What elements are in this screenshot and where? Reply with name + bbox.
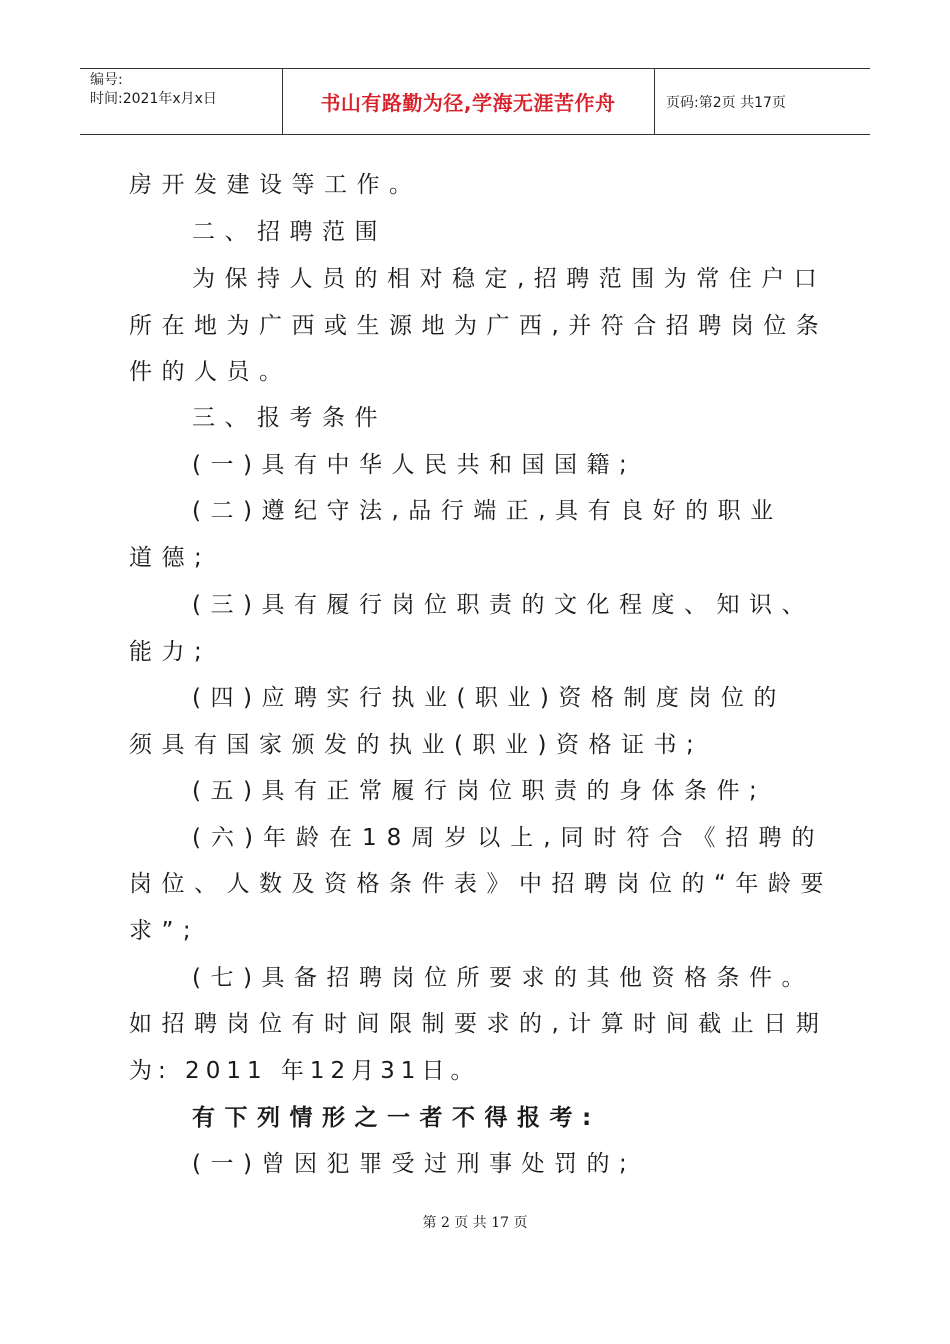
body-line: (三)具有履行岗位职责的文化程度、知识、 xyxy=(192,592,814,618)
body-line: (五)具有正常履行岗位职责的身体条件; xyxy=(192,778,767,804)
body-line: (六)年龄在18周岁以上,同时符合《招聘的 xyxy=(192,825,825,851)
section-heading: 三、报考条件 xyxy=(192,405,387,431)
document-time-label: 时间:2021年x月x日 xyxy=(90,91,217,107)
body-line: (四)应聘实行执业(职业)资格制度岗位的 xyxy=(192,685,786,711)
body-line: 所在地为广西或生源地为广西,并符合招聘岗位条 xyxy=(129,313,829,339)
body-line: 如招聘岗位有时间限制要求的,计算时间截止日期 xyxy=(129,1011,829,1037)
body-line: (二)遵纪守法,品行端正,具有良好的职业 xyxy=(192,498,783,524)
page-header xyxy=(80,68,870,135)
body-line: 为: 2011 年12月31日。 xyxy=(129,1058,480,1084)
body-line: (一)曾因犯罪受过刑事处罚的; xyxy=(192,1151,637,1177)
body-line: 件的人员。 xyxy=(129,359,292,385)
header-page-info: 页码:第2页 共17页 xyxy=(666,95,786,111)
body-line: 房开发建设等工作。 xyxy=(129,172,422,198)
header-motto: 书山有路勤为径,学海无涯苦作舟 xyxy=(320,91,616,115)
section-heading: 二、招聘范围 xyxy=(192,219,387,245)
document-id-label: 编号: xyxy=(90,72,123,88)
header-page-cell xyxy=(654,69,870,134)
body-line: (七)具备招聘岗位所要求的其他资格条件。 xyxy=(192,965,814,991)
body-line: 求”; xyxy=(129,918,201,944)
header-motto-cell xyxy=(282,69,655,134)
body-line: 为保持人员的相对稳定,招聘范围为常住户口 xyxy=(192,266,827,292)
body-line: (一)具有中华人民共和国国籍; xyxy=(192,452,637,478)
body-line: 须具有国家颁发的执业(职业)资格证书; xyxy=(129,732,704,758)
body-line: 能力; xyxy=(129,639,212,665)
header-meta-cell xyxy=(80,69,283,134)
body-line: 岗位、人数及资格条件表》中招聘岗位的“年龄要 xyxy=(129,871,833,897)
body-line: 道德; xyxy=(129,545,212,571)
exclusion-heading: 有下列情形之一者不得报考: xyxy=(192,1105,601,1131)
page-footer: 第 2 页 共 17 页 xyxy=(422,1215,528,1231)
